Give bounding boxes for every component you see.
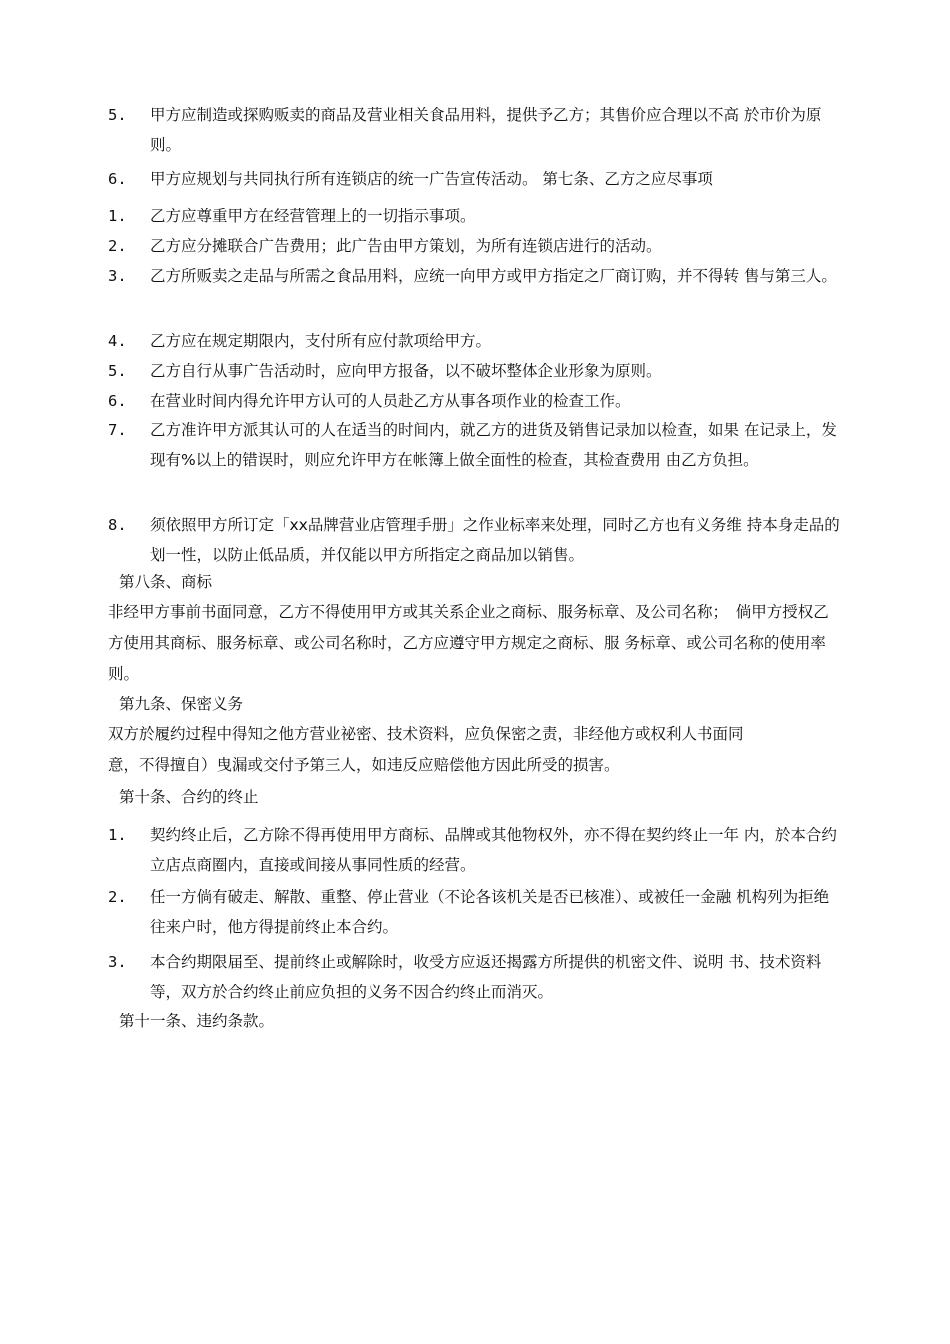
list-item xyxy=(108,326,844,356)
item-text: 任一方倘有破走、解散、重整、停止营业（不论各该机关是否已核准）、或被任一金融 机构列为拒绝往来户时，他方得提前终止本合约。 xyxy=(150,888,830,936)
item-number: 1. xyxy=(108,826,127,844)
list-item xyxy=(108,231,844,261)
item-number: 6. xyxy=(108,392,127,410)
item-text: 甲方应制造或探购贩卖的商品及营业相关食品用料，提供予乙方；其售价应合理以不高 於市价为原则。 xyxy=(150,106,822,154)
item-text: 乙方应在规定期限内，支付所有应付款项给甲方。 xyxy=(150,332,492,350)
list-item xyxy=(108,510,844,570)
list-item xyxy=(108,386,844,416)
list-item xyxy=(108,261,844,291)
item-text: 乙方应分摊联合广告费用；此广告由甲方策划，为所有连锁店进行的活动。 xyxy=(150,237,662,255)
item-number: 3. xyxy=(108,953,127,971)
list-item xyxy=(108,820,844,880)
item-text: 在营业时间内得允许甲方认可的人员赴乙方从事各项作业的检查工作。 xyxy=(150,392,631,410)
item-number: 2. xyxy=(108,888,127,906)
section-heading: 第九条、保密义务 xyxy=(119,695,244,713)
item-number: 2. xyxy=(108,237,127,255)
section-paragraph: 非经甲方事前书面同意，乙方不得使用甲方或其关系企业之商标、服务标章、及公司名称； 倘甲方授权乙方使用其商标、服务标章、或公司名称时，乙方应遵守甲方规定之商标、服 务标章、或公司名称的使用率则。 xyxy=(108,603,829,683)
list-item xyxy=(108,100,844,160)
item-text: 乙方应尊重甲方在经营管理上的一切指示事项。 xyxy=(150,207,476,225)
item-text: 本合约期限届至、提前终止或解除时，收受方应返还揭露方所提供的机密文件、说明 书、技术资料等，双方於合约终止前应负担的义务不因合约终止而消灭。 xyxy=(150,953,822,1001)
section-heading: 第八条、商标 xyxy=(119,573,213,591)
section-heading: 第十一条、违约条款。 xyxy=(119,1012,275,1030)
item-number: 5. xyxy=(108,106,127,124)
section-heading: 第十条、合约的终止 xyxy=(119,788,259,806)
item-number: 5. xyxy=(108,362,127,380)
item-number: 1. xyxy=(108,207,127,225)
list-item xyxy=(108,415,844,475)
section-paragraph-line: 意，不得擅自）曳漏或交付予第三人，如违反应赔偿他方因此所受的损害。 xyxy=(108,756,620,774)
item-text: 乙方自行从事广告活动时，应向甲方报备，以不破坏整体企业形象为原则。 xyxy=(150,362,662,380)
item-text: 乙方准许甲方派其认可的人在适当的时间内，就乙方的进货及销售记录加以检查，如果 在记录上，发现有%以上的错误时，则应允许甲方在帐簿上做全面性的检查，其检查费用 由乙方负担。 xyxy=(150,421,837,469)
item-number: 4. xyxy=(108,332,127,350)
list-item xyxy=(108,356,844,386)
list-item xyxy=(108,882,844,942)
list-item xyxy=(108,164,844,194)
item-number: 7. xyxy=(108,421,127,439)
item-number: 8. xyxy=(108,516,127,534)
list-item xyxy=(108,201,844,231)
item-text: 契约终止后，乙方除不得再使用甲方商标、品牌或其他物权外，亦不得在契约终止一年 内，於本合约立店点商圈内，直接或间接从事同性质的经营。 xyxy=(150,826,837,874)
item-number: 3. xyxy=(108,267,127,285)
item-text: 乙方所贩卖之走品与所需之食品用料，应统一向甲方或甲方指定之厂商订购，并不得转 售与第三人。 xyxy=(150,267,837,285)
list-item xyxy=(108,947,844,1007)
section-paragraph-line: 双方於履约过程中得知之他方营业祕密、技术资料，应负保密之责，非经他方或权利人书面同 xyxy=(108,725,744,743)
item-number: 6. xyxy=(108,170,127,188)
item-text: 须依照甲方所订定「xx品牌营业店管理手册」之作业标率来处理，同时乙方也有义务维 持本身走品的划一性，以防止低品质，并仅能以甲方所指定之商品加以销售。 xyxy=(150,516,840,564)
item-text: 甲方应规划与共同执行所有连锁店的统一广告宣传活动。 第七条、乙方之应尽事项 xyxy=(150,170,713,188)
